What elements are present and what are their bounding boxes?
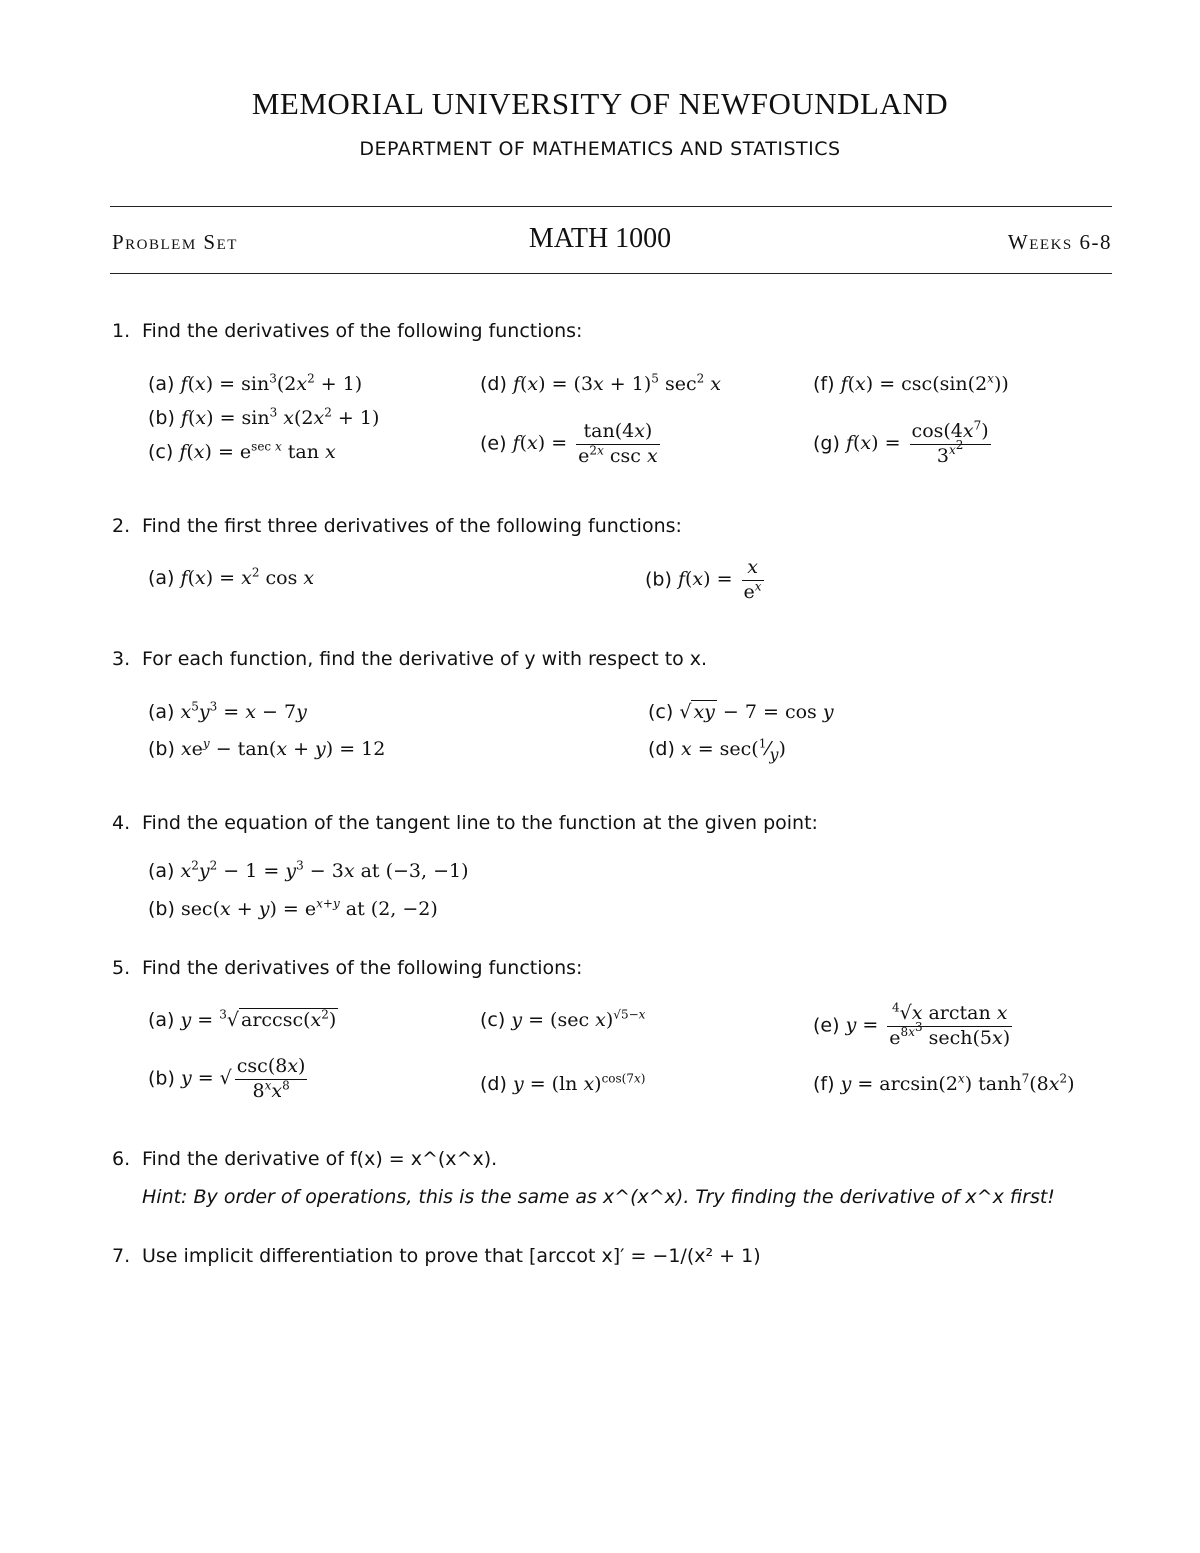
university-name: MEMORIAL UNIVERSITY OF NEWFOUNDLAND bbox=[251, 86, 949, 121]
q1-part-g: (g) f(x) = $\frac{\cos(4x^7)}{3^{x^2}}$ bbox=[813, 418, 989, 467]
question-text: Find the derivatives of the following functions: bbox=[142, 320, 583, 342]
q1-part-f: (f) $f(x) = \csc(\sin(2^x))$ bbox=[813, 371, 1009, 395]
question-2 bbox=[112, 515, 682, 537]
question-number: 5. bbox=[112, 957, 131, 979]
department-name: DEPARTMENT OF MATHEMATICS AND STATISTICS bbox=[359, 138, 841, 160]
q5-part-e: (e) y = $\frac{^4√x \arctan x}{e^{8x^3} \sec h(5x)}$ bbox=[813, 1000, 1011, 1049]
question-number: 4. bbox=[112, 812, 131, 834]
header-rule-top bbox=[110, 206, 1112, 207]
q5-part-b: (b) y = √ $\frac{\csc(8x)}{8^xx^8}$ bbox=[148, 1055, 306, 1102]
question-6 bbox=[112, 1148, 497, 1170]
question-number: 2. bbox=[112, 515, 131, 537]
q4-part-b: (b) $\sec(x + y) = e^{x+y}$ at (2, −2) bbox=[148, 896, 438, 920]
q5-part-c: (c) y = (sec x)$^{√5-x}$ bbox=[480, 1007, 646, 1031]
q5-part-f: (f) $y = \arcsin(2^x)$ $\tanh^7(8x^2)$ bbox=[813, 1071, 1075, 1095]
question-5 bbox=[112, 957, 582, 979]
question-6-hint: Hint: By order of operations, this is the same as x^(x^x). Try finding the derivative of x^x first! bbox=[142, 1186, 1055, 1208]
q3-part-a: (a) $x^5y^3 = x - 7y$ bbox=[148, 699, 307, 723]
question-text: Use implicit differentiation to prove that [arccot x]′ = −1/(x² + 1) bbox=[142, 1245, 761, 1267]
q3-part-c: (c) √ xy − 7 = cos y bbox=[648, 701, 834, 723]
q1-part-d: (d) $f(x) = (3x + 1)^5$ $\sec^2 x$ bbox=[480, 371, 721, 395]
question-number: 1. bbox=[112, 320, 131, 342]
q5-part-d: (d) y = (ln x)$^{cos(7x)}$ bbox=[480, 1071, 646, 1095]
q1-part-c: (c) $f(x) = e^{sec x}$ tan x bbox=[148, 439, 336, 463]
weeks-label: Weeks 6-8 bbox=[1007, 230, 1112, 254]
q1-part-a: (a) $f(x) = \sin^3(2x^2 + 1)$ bbox=[148, 371, 363, 395]
question-text: Find the derivatives of the following functions: bbox=[142, 957, 583, 979]
q1-part-b: (b) $f(x) = \sin^3 x(2x^2 + 1)$ bbox=[148, 405, 380, 429]
question-text: Find the first three derivatives of the following functions: bbox=[142, 515, 682, 537]
q5-part-a: (a) y = $^3$√ $arccsc(x^2)$ bbox=[148, 1007, 337, 1031]
q3-part-b: (b) $xe^y - \tan(x + y) = 12$ bbox=[148, 736, 386, 760]
q2-part-b: (b) f(x) = $\frac{x}{e^x}$ bbox=[645, 556, 762, 603]
question-4 bbox=[112, 812, 818, 834]
course-title: MATH 1000 bbox=[528, 223, 672, 254]
question-text: Find the derivative of f(x) = x^(x^x). bbox=[142, 1148, 498, 1170]
question-3 bbox=[112, 648, 707, 670]
q1-part-e: (e) f(x) = $\frac{\tan(4x)}{e^{2x} \csc x}$ bbox=[480, 420, 658, 467]
question-number: 3. bbox=[112, 648, 131, 670]
header-rule-bottom bbox=[110, 273, 1112, 274]
question-number: 6. bbox=[112, 1148, 131, 1170]
question-number: 7. bbox=[112, 1245, 131, 1267]
problem-set-label: Problem Set bbox=[112, 230, 238, 254]
question-1 bbox=[112, 320, 582, 342]
q4-part-a: (a) $x^2y^2 - 1 = y^3 - 3x$ at (−3, −1) bbox=[148, 858, 469, 882]
q2-part-a: (a) $f(x) = x^2$ cos x bbox=[148, 565, 315, 589]
q3-part-d: (d) $x = \sec(^1⁄_y)$ bbox=[648, 736, 786, 764]
question-text: Find the equation of the tangent line to the function at the given point: bbox=[142, 812, 818, 834]
question-text: For each function, find the derivative of y with respect to x. bbox=[142, 648, 708, 670]
question-7 bbox=[112, 1245, 761, 1267]
